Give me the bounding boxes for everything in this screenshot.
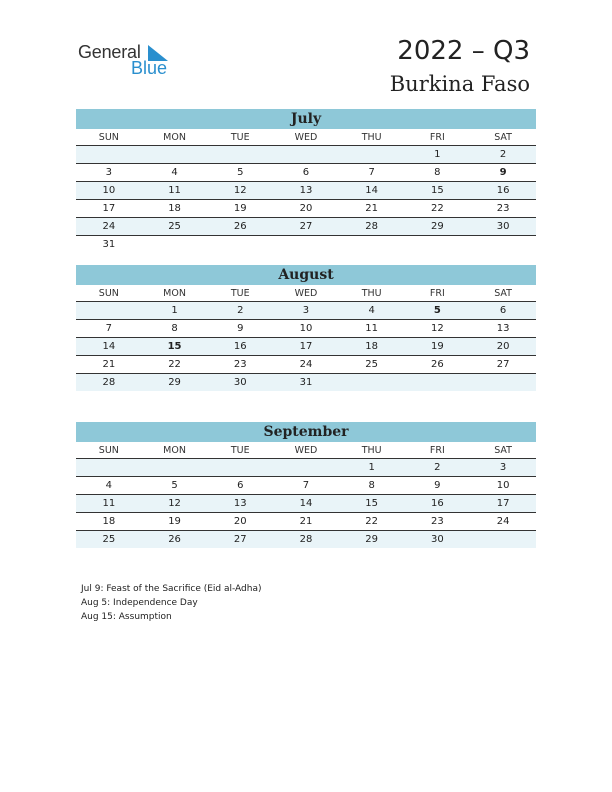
day-cell: 1 <box>339 459 405 477</box>
weekday-label: THU <box>339 129 405 146</box>
week-row <box>76 513 536 531</box>
month-august <box>76 265 536 391</box>
weekday-label: WED <box>273 129 339 146</box>
week-row <box>76 236 536 254</box>
weekday-label: THU <box>339 442 405 459</box>
day-cell: 11 <box>142 182 208 200</box>
weekday-label: MON <box>142 285 208 302</box>
weekday-label: TUE <box>207 442 273 459</box>
day-cell: 7 <box>273 477 339 495</box>
day-cell: 19 <box>142 513 208 531</box>
day-cell: 12 <box>207 182 273 200</box>
day-cell: 8 <box>405 164 471 182</box>
empty-day-cell <box>207 459 273 477</box>
weekday-label: FRI <box>405 442 471 459</box>
month-july <box>76 109 536 253</box>
day-cell: 5 <box>405 302 471 320</box>
day-cell: 3 <box>76 164 142 182</box>
empty-day-cell <box>470 236 536 254</box>
day-cell: 22 <box>339 513 405 531</box>
weekday-label: SAT <box>470 442 536 459</box>
empty-day-cell <box>470 531 536 549</box>
day-cell: 24 <box>76 218 142 236</box>
week-row <box>76 320 536 338</box>
holiday-note: Jul 9: Feast of the Sacrifice (Eid al-Adha) <box>81 584 262 594</box>
day-cell: 17 <box>273 338 339 356</box>
day-cell: 8 <box>339 477 405 495</box>
empty-day-cell <box>470 374 536 392</box>
weekday-label: TUE <box>207 129 273 146</box>
day-cell: 16 <box>207 338 273 356</box>
day-cell: 29 <box>405 218 471 236</box>
calendar-grid <box>76 285 536 391</box>
empty-day-cell <box>339 374 405 392</box>
day-cell: 8 <box>142 320 208 338</box>
day-cell: 29 <box>339 531 405 549</box>
week-row <box>76 459 536 477</box>
day-cell: 16 <box>470 182 536 200</box>
week-row <box>76 146 536 164</box>
day-cell: 12 <box>142 495 208 513</box>
day-cell: 21 <box>339 200 405 218</box>
logo-general-text: General <box>78 42 141 62</box>
empty-day-cell <box>273 459 339 477</box>
weekday-label: MON <box>142 442 208 459</box>
weekday-label: SUN <box>76 129 142 146</box>
day-cell: 25 <box>76 531 142 549</box>
weekday-label: SAT <box>470 285 536 302</box>
day-cell: 30 <box>470 218 536 236</box>
weekday-label: THU <box>339 285 405 302</box>
week-row <box>76 477 536 495</box>
day-cell: 5 <box>207 164 273 182</box>
week-row <box>76 200 536 218</box>
logo-blue-text: Blue <box>131 58 168 78</box>
country-name: Burkina Faso <box>389 72 530 96</box>
weekday-row <box>76 285 536 302</box>
day-cell: 20 <box>273 200 339 218</box>
month-header: July <box>76 109 536 129</box>
day-cell: 2 <box>470 146 536 164</box>
day-cell: 14 <box>76 338 142 356</box>
week-row <box>76 164 536 182</box>
day-cell: 10 <box>76 182 142 200</box>
week-row <box>76 302 536 320</box>
empty-day-cell <box>76 302 142 320</box>
day-cell: 30 <box>405 531 471 549</box>
day-cell: 29 <box>142 374 208 392</box>
day-cell: 25 <box>339 356 405 374</box>
day-cell: 27 <box>207 531 273 549</box>
day-cell: 11 <box>76 495 142 513</box>
weekday-label: SAT <box>470 129 536 146</box>
day-cell: 19 <box>405 338 471 356</box>
day-cell: 17 <box>76 200 142 218</box>
empty-day-cell <box>339 236 405 254</box>
day-cell: 31 <box>273 374 339 392</box>
weekday-label: SUN <box>76 442 142 459</box>
month-header: August <box>76 265 536 285</box>
day-cell: 7 <box>339 164 405 182</box>
day-cell: 6 <box>470 302 536 320</box>
day-cell: 13 <box>207 495 273 513</box>
day-cell: 4 <box>76 477 142 495</box>
week-row <box>76 182 536 200</box>
empty-day-cell <box>142 459 208 477</box>
day-cell: 21 <box>273 513 339 531</box>
day-cell: 26 <box>405 356 471 374</box>
day-cell: 13 <box>470 320 536 338</box>
empty-day-cell <box>273 146 339 164</box>
day-cell: 25 <box>142 218 208 236</box>
day-cell: 26 <box>142 531 208 549</box>
empty-day-cell <box>76 459 142 477</box>
empty-day-cell <box>339 146 405 164</box>
weekday-label: FRI <box>405 285 471 302</box>
day-cell: 24 <box>470 513 536 531</box>
empty-day-cell <box>207 236 273 254</box>
day-cell: 28 <box>273 531 339 549</box>
empty-day-cell <box>142 146 208 164</box>
empty-day-cell <box>142 236 208 254</box>
day-cell: 28 <box>76 374 142 392</box>
day-cell: 9 <box>207 320 273 338</box>
weekday-label: SUN <box>76 285 142 302</box>
weekday-label: WED <box>273 442 339 459</box>
day-cell: 13 <box>273 182 339 200</box>
day-cell: 18 <box>339 338 405 356</box>
logo <box>78 42 178 82</box>
weekday-row <box>76 442 536 459</box>
holiday-note: Aug 15: Assumption <box>81 612 172 622</box>
day-cell: 7 <box>76 320 142 338</box>
day-cell: 6 <box>207 477 273 495</box>
calendar-grid <box>76 129 536 253</box>
day-cell: 4 <box>339 302 405 320</box>
day-cell: 27 <box>273 218 339 236</box>
day-cell: 9 <box>405 477 471 495</box>
day-cell: 16 <box>405 495 471 513</box>
weekday-label: MON <box>142 129 208 146</box>
day-cell: 23 <box>470 200 536 218</box>
month-header: September <box>76 422 536 442</box>
weekday-label: WED <box>273 285 339 302</box>
week-row <box>76 495 536 513</box>
weekday-label: TUE <box>207 285 273 302</box>
day-cell: 22 <box>405 200 471 218</box>
empty-day-cell <box>405 374 471 392</box>
day-cell: 14 <box>339 182 405 200</box>
week-row <box>76 338 536 356</box>
day-cell: 20 <box>470 338 536 356</box>
empty-day-cell <box>273 236 339 254</box>
week-row <box>76 218 536 236</box>
day-cell: 30 <box>207 374 273 392</box>
day-cell: 24 <box>273 356 339 374</box>
day-cell: 2 <box>207 302 273 320</box>
day-cell: 20 <box>207 513 273 531</box>
week-row <box>76 531 536 549</box>
day-cell: 23 <box>405 513 471 531</box>
day-cell: 9 <box>470 164 536 182</box>
day-cell: 17 <box>470 495 536 513</box>
month-september <box>76 422 536 548</box>
day-cell: 2 <box>405 459 471 477</box>
day-cell: 4 <box>142 164 208 182</box>
day-cell: 10 <box>470 477 536 495</box>
day-cell: 27 <box>470 356 536 374</box>
empty-day-cell <box>207 146 273 164</box>
week-row <box>76 374 536 392</box>
day-cell: 1 <box>405 146 471 164</box>
day-cell: 15 <box>339 495 405 513</box>
week-row <box>76 356 536 374</box>
day-cell: 3 <box>470 459 536 477</box>
day-cell: 15 <box>142 338 208 356</box>
day-cell: 5 <box>142 477 208 495</box>
day-cell: 28 <box>339 218 405 236</box>
day-cell: 3 <box>273 302 339 320</box>
holiday-notes <box>81 582 262 624</box>
holiday-note: Aug 5: Independence Day <box>81 598 198 608</box>
day-cell: 1 <box>142 302 208 320</box>
day-cell: 6 <box>273 164 339 182</box>
weekday-row <box>76 129 536 146</box>
day-cell: 31 <box>102 239 116 250</box>
day-cell: 23 <box>207 356 273 374</box>
day-cell: 14 <box>273 495 339 513</box>
day-cell: 18 <box>76 513 142 531</box>
day-cell: 12 <box>405 320 471 338</box>
weekday-label: FRI <box>405 129 471 146</box>
empty-day-cell <box>405 236 471 254</box>
page-title: 2022 – Q3 <box>397 36 530 66</box>
day-cell: 26 <box>207 218 273 236</box>
day-cell: 19 <box>207 200 273 218</box>
day-cell: 22 <box>142 356 208 374</box>
day-cell: 15 <box>405 182 471 200</box>
day-cell: 21 <box>76 356 142 374</box>
day-cell: 10 <box>273 320 339 338</box>
day-cell: 11 <box>339 320 405 338</box>
day-cell: 18 <box>142 200 208 218</box>
calendar-grid <box>76 442 536 548</box>
empty-day-cell <box>76 146 142 164</box>
